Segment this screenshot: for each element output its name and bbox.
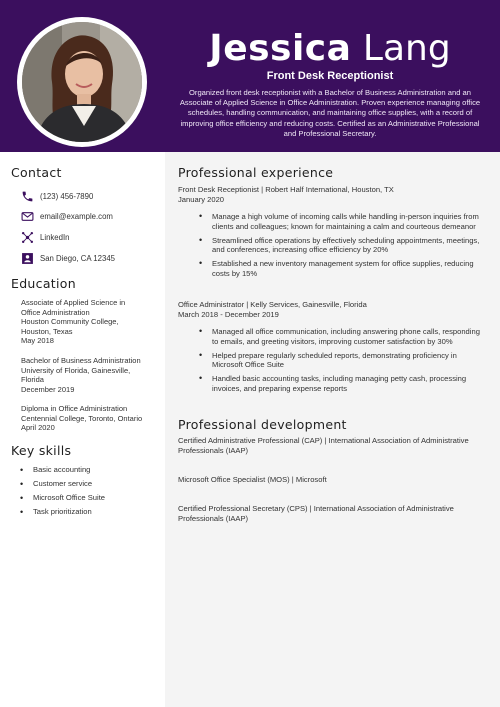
- date-line: May 2018: [21, 336, 54, 345]
- development-heading: Professional development: [178, 417, 347, 432]
- degree-line: Bachelor of Business Administration: [21, 356, 141, 365]
- location-text: San Diego, CA 12345: [40, 253, 115, 263]
- contact-email: [20, 208, 113, 224]
- profile-summary: Organized front desk receptionist with a Bachelor of Business Administration and an Associate of Applied Science in Office Administration. Proven experience managing office schedules, handling communication, and maintaining office supplies, with a record of improving office efficiency and reducing costs. Certified as an Administrative Professional and Professional Secretary.: [179, 88, 481, 138]
- network-icon: [20, 230, 34, 244]
- job-dates: January 2020: [178, 195, 225, 204]
- candidate-name: [160, 28, 500, 70]
- date-line: December 2019: [21, 384, 75, 394]
- school-line: Houston Community College,: [21, 317, 119, 326]
- job-bullet: • Handled basic accounting tasks, including managing petty cash, processing invoices, and preparing expense reports: [199, 374, 483, 393]
- school-line: Centennial College, Toronto, Ontario: [21, 413, 143, 423]
- email-address[interactable]: email@example.com: [40, 211, 113, 221]
- education-heading: Education: [11, 276, 76, 291]
- degree-line: Office Administration: [21, 307, 90, 317]
- education-entry: [21, 356, 156, 394]
- location-icon: [20, 251, 34, 265]
- resume-header: [0, 0, 500, 152]
- skills-list: [20, 465, 105, 521]
- job-title: Front Desk Receptionist: [266, 70, 394, 82]
- job-role-line: Office Administrator | Kelly Services, Gainesville, Florida: [178, 300, 367, 309]
- experience-heading: Professional experience: [178, 165, 334, 180]
- contact-heading: Contact: [11, 165, 62, 180]
- phone-number[interactable]: (123) 456-7890: [40, 191, 94, 201]
- phone-icon: [20, 189, 34, 203]
- contact-phone: [20, 188, 93, 204]
- job-bullet: • Helped prepare regularly scheduled reports, demonstrating proficiency in Microsoft Office Suite: [199, 351, 483, 370]
- school-line: Houston, Texas: [21, 326, 73, 336]
- job-bullet: • Established a new inventory management system for office supplies, reducing costs by 15%: [199, 259, 483, 278]
- certification-item: Certified Professional Secretary (CPS) | International Association of Administrative Professionals (IAAP): [178, 504, 454, 523]
- job-bullet-list: [199, 327, 483, 398]
- degree-line: Associate of Applied Science in: [21, 298, 126, 307]
- first-name: Jessica: [209, 28, 352, 69]
- date-line: April 2020: [21, 423, 55, 432]
- job-header: [178, 300, 488, 320]
- linkedin-link[interactable]: LinkedIn: [40, 232, 70, 242]
- job-bullet: • Manage a high volume of incoming calls while handling in-person inquiries from clients and colleagues; known for maintaining a calm and courteous demeanor: [199, 212, 483, 231]
- profile-photo-frame: [17, 17, 147, 147]
- contact-linkedin: [20, 229, 69, 245]
- degree-line: Diploma in Office Administration: [21, 404, 128, 413]
- job-bullet: • Streamlined office operations by effectively scheduling appointments, meetings, and conferences, increasing office efficiency by 20%: [199, 236, 483, 255]
- skills-heading: Key skills: [11, 443, 72, 458]
- contact-location: [20, 250, 115, 266]
- school-line: Florida: [21, 375, 44, 384]
- skill-item: • Task prioritization: [20, 507, 105, 521]
- job-header: [178, 185, 488, 205]
- skill-item: • Customer service: [20, 479, 105, 493]
- profile-photo: [22, 22, 142, 142]
- job-role-line: Front Desk Receptionist | Robert Half International, Houston, TX: [178, 185, 394, 194]
- education-entry: [21, 298, 156, 346]
- skill-item: • Microsoft Office Suite: [20, 493, 105, 507]
- last-name: Lang: [362, 28, 451, 69]
- job-dates: March 2018 - December 2019: [178, 310, 279, 319]
- skill-item: • Basic accounting: [20, 465, 105, 479]
- certification-item: Certified Administrative Professional (CAP) | International Association of Administrative Professionals (IAAP): [178, 436, 469, 455]
- certification-item: Microsoft Office Specialist (MOS) | Microsoft: [178, 475, 327, 484]
- job-bullet: • Managed all office communication, including answering phone calls, responding to emails, and greeting visitors, improving customer satisfaction by 30%: [199, 327, 483, 346]
- school-line: University of Florida, Gainesville,: [21, 365, 131, 375]
- envelope-icon: [20, 209, 34, 223]
- job-bullet-list: [199, 212, 483, 283]
- education-entry: [21, 404, 156, 433]
